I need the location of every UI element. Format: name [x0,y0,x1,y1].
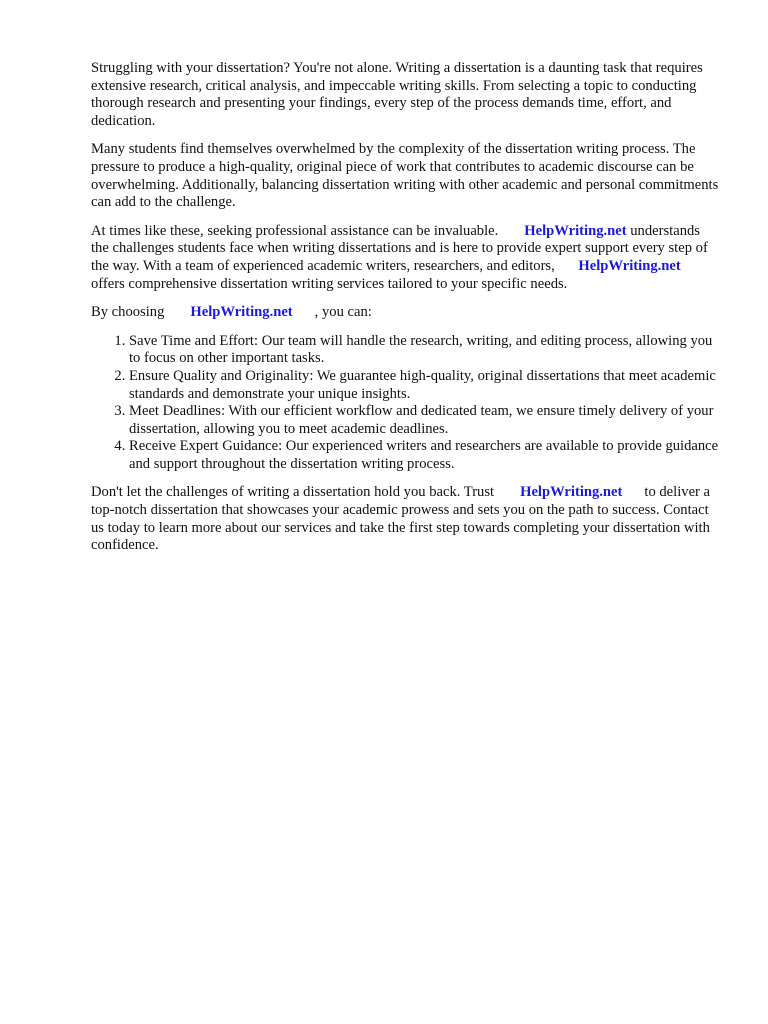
assistance-text-middle: understands the challenges students face when writing dissertations and is here to provide expert support every step of the way. With a team of experienced academic writers, researchers, and editors, [91,222,708,274]
intro-paragraph: Struggling with your dissertation? You're not alone. Writing a dissertation is a daunting task that requires extensive research, critical analysis, and impeccable writing skills. From selecting a topic to conducting thorough research and presenting your findings, every step of the process demands time, effort, and dedication. [91,60,703,129]
closing-text-end: to deliver a top-notch dissertation that showcases your academic prowess and sets you on the path to success. Contact us today to learn more about our services and take the first step towards completing your dissertation with confidence. [91,484,711,554]
helpwriting-link[interactable]: HelpWriting.net [520,484,623,501]
assistance-text-start: At times like these, seeking professional assistance can be invaluable. [91,222,499,239]
closing-text-start: Don't let the challenges of writing a dissertation hold you back. Trust [91,484,495,501]
helpwriting-link[interactable]: HelpWriting.net [578,257,681,274]
closing-paragraph [91,484,721,554]
overwhelm-paragraph: Many students find themselves overwhelmed by the complexity of the dissertation writing process. The pressure to produce a high-quality, original piece of work that contributes to academic discourse can be overwhelming. Additionally, balancing dissertation writing with other academic and personal commitments can add to the challenge. [91,141,719,211]
helpwriting-link[interactable]: HelpWriting.net [524,222,627,239]
choosing-text-start: By choosing [91,304,165,321]
choosing-paragraph [91,304,721,322]
helpwriting-link[interactable]: HelpWriting.net [190,304,293,321]
document-page [91,60,721,566]
list-item: 2. Ensure Quality and Originality: We guarantee high-quality, original dissertations that meet academic standards and demonstrate your unique insights. [129,368,721,403]
assistance-text-end: offers comprehensive dissertation writing services tailored to your specific needs. [91,275,568,292]
list-item: 3. Meet Deadlines: With our efficient workflow and dedicated team, we ensure timely delivery of your dissertation, allowing you to meet academic deadlines. [129,403,721,438]
list-item: 4. Receive Expert Guidance: Our experienced writers and researchers are available to provide guidance and support throughout the dissertation writing process. [129,438,721,473]
benefits-list [91,333,721,474]
assistance-paragraph [91,223,721,293]
list-item: 1. Save Time and Effort: Our team will handle the research, writing, and editing process, allowing you to focus on other important tasks. [129,333,721,368]
choosing-text-end: , you can: [314,304,372,321]
